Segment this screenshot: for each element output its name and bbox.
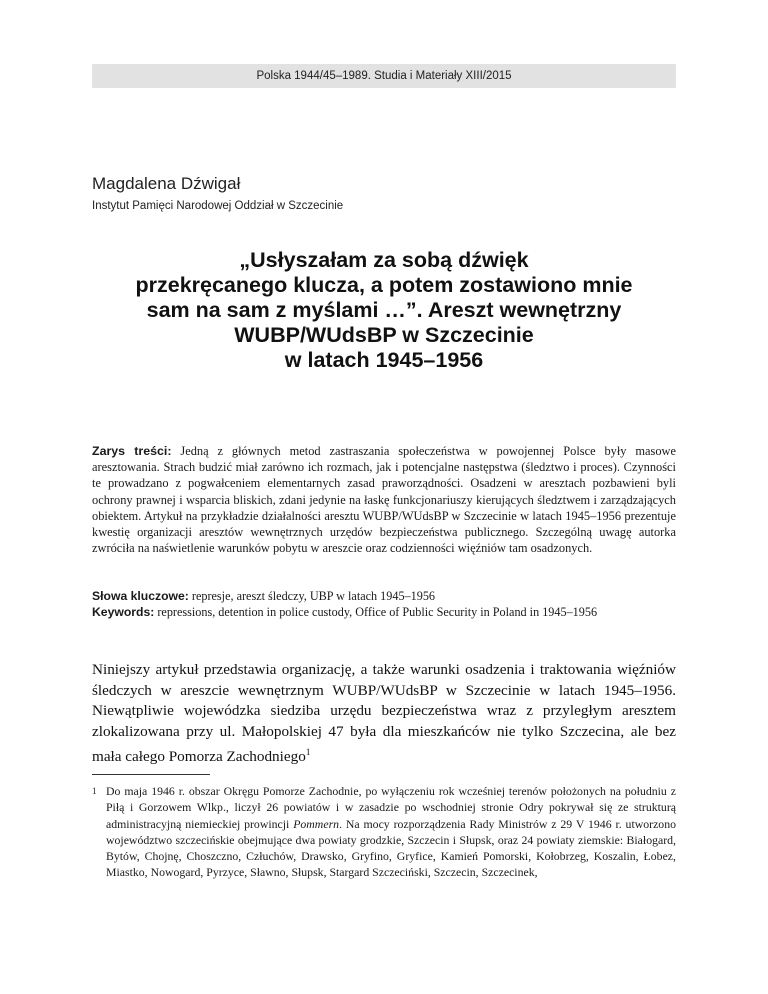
article-title <box>92 248 676 373</box>
footnote-number: 1 <box>92 786 97 796</box>
title-line: sam na sam z myślami …”. Areszt wewnętrzny <box>146 298 622 322</box>
keywords-pl-label: Słowa kluczowe: <box>92 589 189 603</box>
abstract <box>92 443 676 556</box>
title-line: przekręcanego klucza, a potem zostawiono mnie <box>135 273 633 297</box>
body-paragraph <box>92 660 676 768</box>
author-affiliation: Instytut Pamięci Narodowej Oddział w Szczecinie <box>92 200 344 212</box>
journal-title: Polska 1944/45–1989. Studia i Materiały XIII/2015 <box>256 70 512 82</box>
keywords-pl <box>92 588 692 604</box>
footnote-divider <box>92 774 210 775</box>
body-text: Niniejszy artykuł przedstawia organizację, a także warunki osadzenia i traktowania więźniów śledczych w areszcie wewnętrznym WUBP/WUdsBP w Szczecinie w latach 1945–1956. Niewątpliwie wojewódzka siedziba urzędu bezpieczeństwa wraz z przyległym aresztem zlokalizowana przy ul. Małopolskiej 47 była dla mieszkańców nie tylko Szczecina, ale bez mała całego Pomorza Zachodniego <box>92 661 676 766</box>
title-line: w latach 1945–1956 <box>284 348 484 372</box>
title-line: WUBP/WUdsBP w Szczecinie <box>234 323 534 347</box>
keywords-block <box>92 588 692 620</box>
footnote-italic-term: Pommern <box>293 816 340 831</box>
abstract-label: Zarys treści: <box>92 444 172 458</box>
keywords-en-text: repressions, detention in police custody, Office of Public Security in Poland in 1945–1956 <box>157 605 598 619</box>
title-line: „Usłyszałam za sobą dźwięk <box>239 248 529 272</box>
keywords-pl-text: represje, areszt śledczy, UBP w latach 1945–1956 <box>191 589 436 603</box>
footnote-reference[interactable]: 1 <box>305 747 311 758</box>
footnote-text <box>106 783 676 881</box>
keywords-en-label: Keywords: <box>92 605 155 619</box>
author-name: Magdalena Dźwigał <box>92 174 241 193</box>
keywords-en <box>92 604 692 620</box>
abstract-text: Jedną z głównych metod zastraszania społeczeństwa w powojennej Polsce były masowe aresztowania. Strach budzić miał zarówno ich rozmach, jak i potencjalne następstwa (śledztwo i proces). Czynności te prowadzano z pogwałceniem elementarnych zasad praworządności. Osadzeni w aresztach pozbawieni byli ochrony prawnej i wsparcia bliskich, zdani jedynie na łaskę funkcjonariuszy kierujących śledztwem i zarządzających obiektem. Artykuł na przykładzie działalności aresztu WUBP/WUdsBP w Szczecinie w latach 1945–1956 prezentuje kwestię organizacji aresztów wewnętrznych urzędów bezpieczeństwa publicznego. Szczególną uwagę autorka zwróciła na naświetlenie warunków pobytu w areszcie oraz codzienności więźniów tam osadzonych. <box>92 444 676 556</box>
running-header <box>92 64 676 88</box>
footnote-text-part: . Na mocy rozporządzenia Rady Ministrów z 29 V 1946 r. utworzono województwo szczecińskie obejmujące dwa powiaty grodzkie, Szczecin i Słupsk, oraz 24 powiaty ziemskie: Białogard, Bytów, Chojnę, Choszczno, Człuchów, Drawsko, Gryfino, Gryfice, Kamień Pomorski, Kołobrzeg, Koszalin, Łobez, Miastko, Nowogard, Pyrzyce, Sławno, Słupsk, Stargard Szczeciński, Szczecin, Szczecinek, <box>106 816 676 880</box>
footnote-text-part: Do maja 1946 r. obszar Okręgu Pomorze Zachodnie, po wyłączeniu rok wcześniej terenów położonych na południu z Piłą i Gorzowem Wlkp., liczył 26 powiatów i w zasadzie po wschodniej stronie Odry pokrywał się ze strukturą administracyjną niemieckiej prowincji <box>106 784 676 831</box>
footnote <box>92 783 676 881</box>
